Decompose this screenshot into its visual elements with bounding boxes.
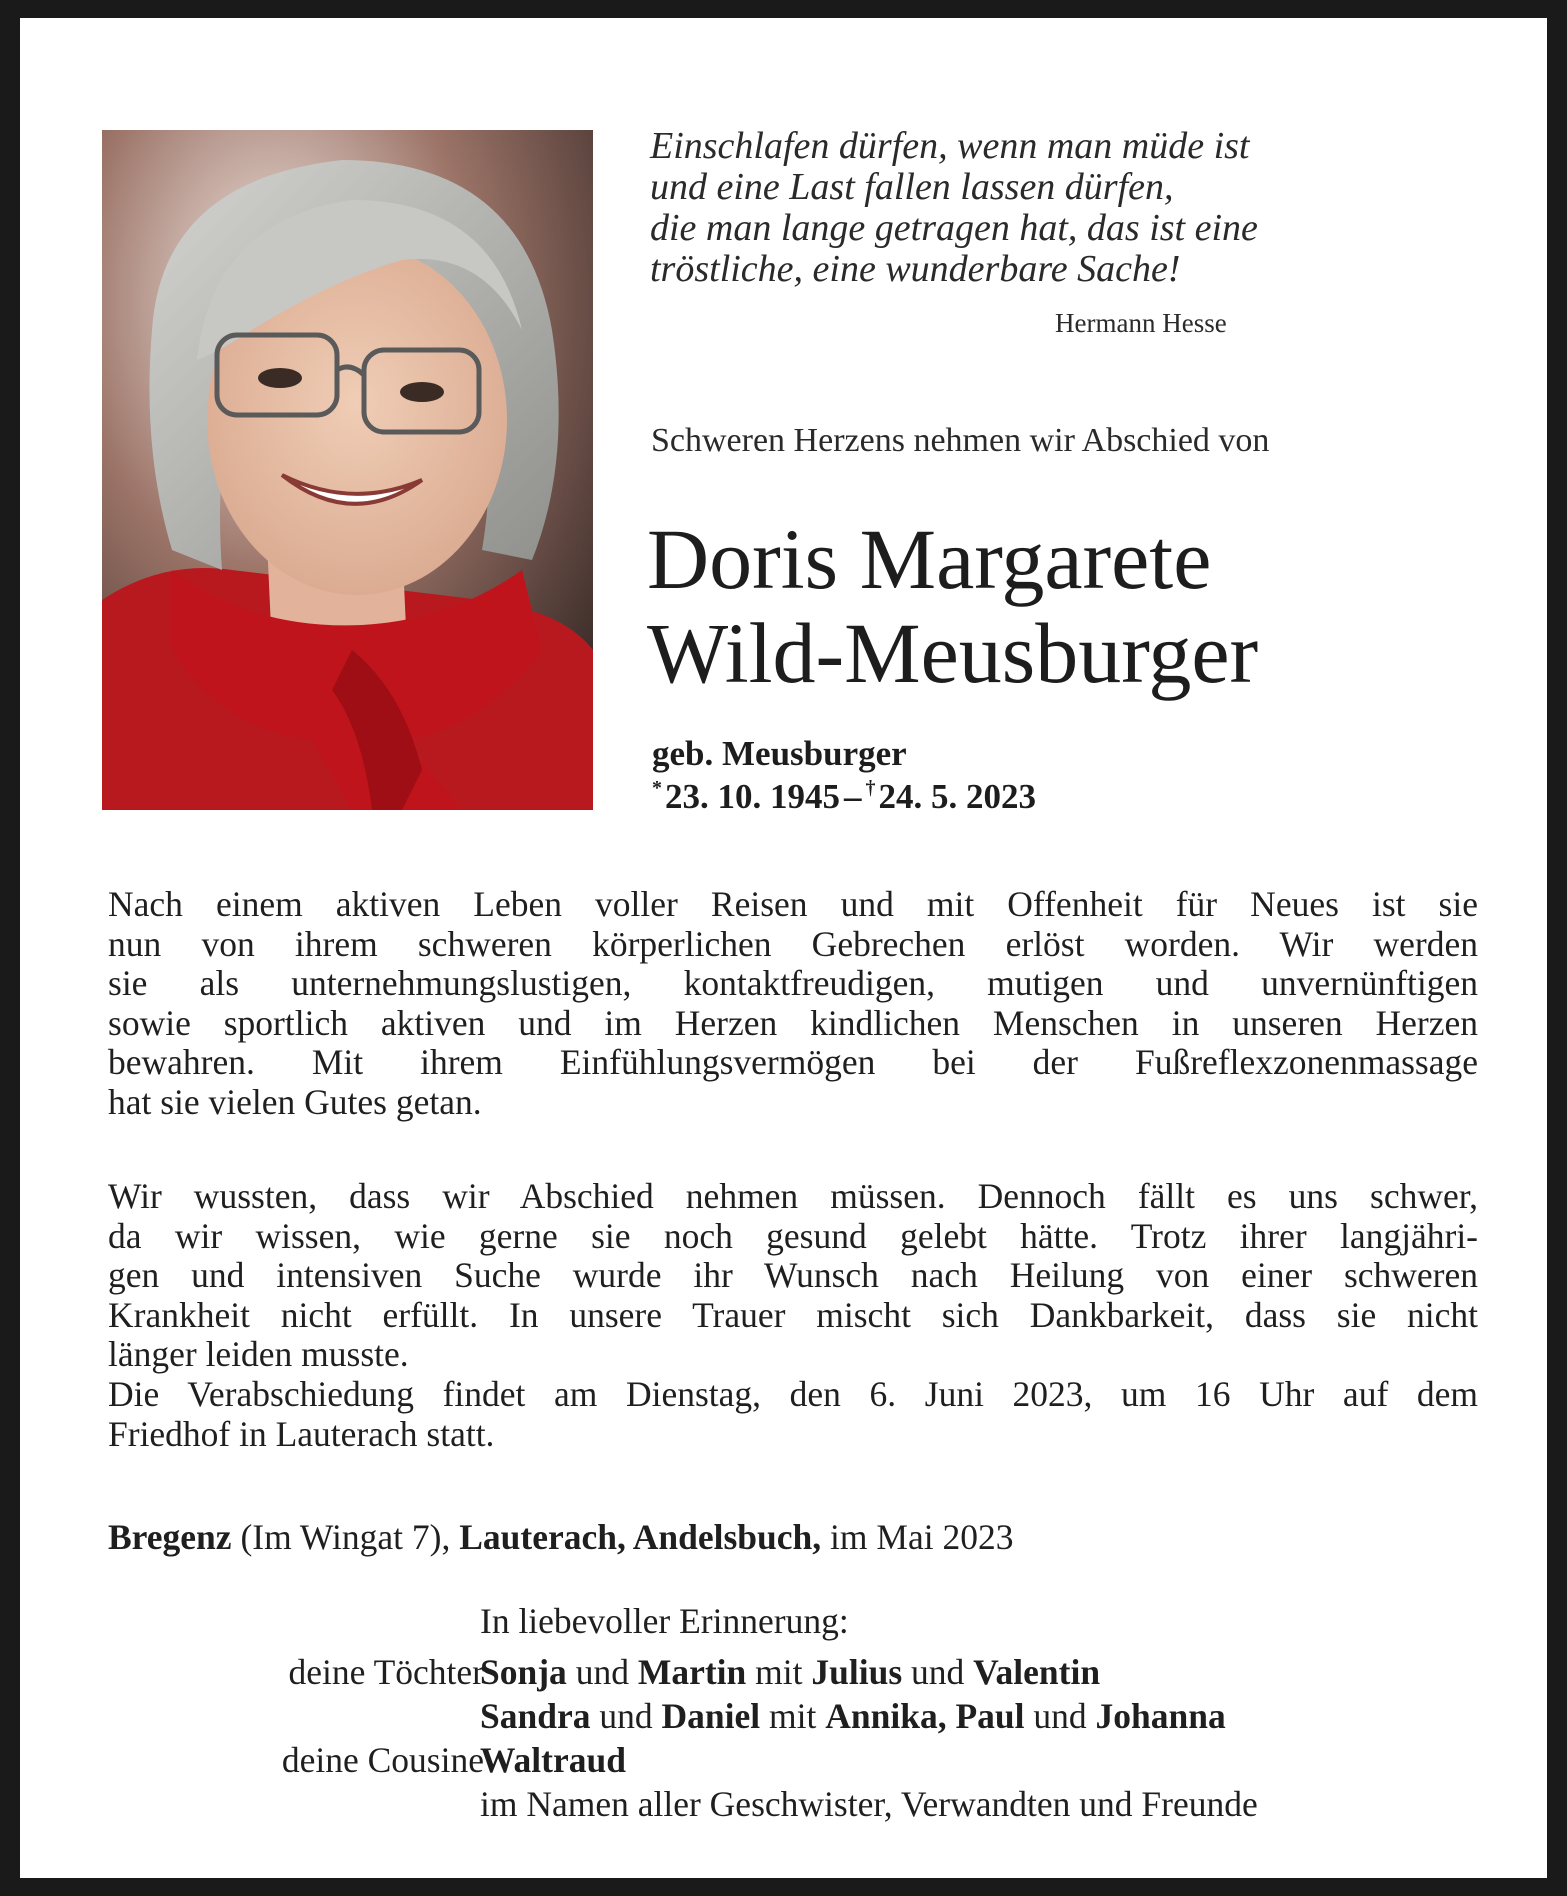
signer-connector: mit — [760, 1696, 826, 1736]
signer-name: Sandra — [480, 1696, 591, 1736]
signer-name: Annika, Paul — [825, 1696, 1025, 1736]
signer-connector: im Namen aller Geschwister, Verwandten und Freunde — [480, 1784, 1258, 1824]
signer-connector: mit — [746, 1652, 812, 1692]
signers-list — [20, 1650, 1547, 1826]
deceased-name — [647, 512, 1258, 700]
text-line: nun von ihrem schweren körperlichen Gebrechen erlöst worden. Wir werden — [108, 923, 1478, 964]
signer-name: Waltraud — [480, 1740, 626, 1780]
signer-connector: und — [566, 1652, 638, 1692]
signer-name: Sonja — [480, 1652, 567, 1692]
text-line: Wir wussten, dass wir Abschied nehmen müssen. Dennoch fällt es uns schwer, — [108, 1176, 1478, 1216]
signer-relation: deine Cousine — [281, 1740, 484, 1780]
born-symbol: * — [652, 777, 662, 799]
quote-line: Einschlafen dürfen, wenn man müde ist — [650, 125, 1250, 167]
signer-row — [20, 1694, 1547, 1738]
text-line: Nach einem aktiven Leben voller Reisen und mit Offenheit für Neues ist sie — [108, 884, 1478, 924]
signer-connector: und — [590, 1696, 662, 1736]
signer-names — [480, 1738, 626, 1782]
signer-relation: deine Töchter — [288, 1652, 484, 1692]
birth-name: geb. Meusburger — [652, 734, 907, 773]
paragraph-farewell — [108, 1177, 1478, 1454]
birth-date: 23. 10. 1945 — [665, 777, 840, 816]
place-and-date — [108, 1516, 1013, 1558]
signer-name: Julius — [811, 1652, 903, 1692]
signer-name: Johanna — [1095, 1696, 1226, 1736]
quote-author: Hermann Hesse — [1055, 308, 1227, 338]
signer-names — [480, 1782, 1258, 1826]
name-line-2: Wild-Meusburger — [647, 605, 1259, 701]
obituary-sheet — [20, 18, 1547, 1878]
hesse-quote — [650, 126, 1258, 290]
place-lauterach-andelsbuch: Lauterach, Andelsbuch, — [459, 1517, 822, 1557]
text-line: da wir wissen, wie gerne sie noch gesund gelebt hätte. Trotz ihrer langjähri- — [108, 1215, 1478, 1256]
text-line: gen und intensiven Suche wurde ihr Wunsch nach Heilung von einer schweren — [108, 1255, 1478, 1296]
text-line: hat sie vielen Gutes getan. — [108, 1081, 482, 1122]
month-year: im Mai 2023 — [821, 1517, 1014, 1557]
died-symbol: † — [865, 777, 876, 799]
death-date: 24. 5. 2023 — [878, 777, 1036, 816]
quote-line: die man lange getragen hat, das ist eine — [650, 207, 1258, 249]
quote-line: tröstliche, eine wunderbare Sache! — [650, 248, 1181, 290]
portrait-photo — [102, 130, 593, 810]
farewell-intro: Schweren Herzens nehmen wir Abschied von — [651, 422, 1270, 459]
signer-row — [20, 1782, 1547, 1826]
signer-connector: und — [1024, 1696, 1096, 1736]
text-line: Krankheit nicht erfüllt. In unsere Trauer mischt sich Dankbarkeit, dass sie nicht — [108, 1294, 1478, 1335]
text-line: bewahren. Mit ihrem Einfühlungsvermögen bei der Fußreflexzonenmassage — [108, 1042, 1478, 1083]
date-separator: – — [844, 777, 862, 816]
signer-name: Daniel — [661, 1696, 761, 1736]
paragraph-life — [108, 885, 1478, 1123]
text-line: sowie sportlich aktiven und im Herzen kindlichen Menschen in unseren Herzen — [108, 1002, 1478, 1043]
life-dates — [652, 777, 1036, 817]
text-line: Die Verabschiedung findet am Dienstag, den 6. Juni 2023, um 16 Uhr auf dem — [108, 1373, 1478, 1414]
address: (Im Wingat 7), — [231, 1517, 460, 1557]
place-bregenz: Bregenz — [108, 1517, 232, 1557]
signer-name: Valentin — [973, 1652, 1101, 1692]
signer-name: Martin — [637, 1652, 747, 1692]
in-memory-heading: In liebevoller Erinnerung: — [480, 1601, 849, 1641]
text-line: sie als unternehmungslustigen, kontaktfreudigen, mutigen und unvernünftigen — [108, 963, 1478, 1004]
name-line-1: Doris Margarete — [647, 511, 1212, 607]
signer-connector: und — [902, 1652, 974, 1692]
signer-names — [480, 1694, 1226, 1738]
signer-row — [20, 1738, 1547, 1782]
signer-names — [480, 1650, 1100, 1694]
text-line: länger leiden musste. — [108, 1334, 409, 1375]
signer-row — [20, 1650, 1547, 1694]
text-line: Friedhof in Lauterach statt. — [108, 1413, 495, 1454]
quote-line: und eine Last fallen lassen dürfen, — [650, 166, 1174, 208]
